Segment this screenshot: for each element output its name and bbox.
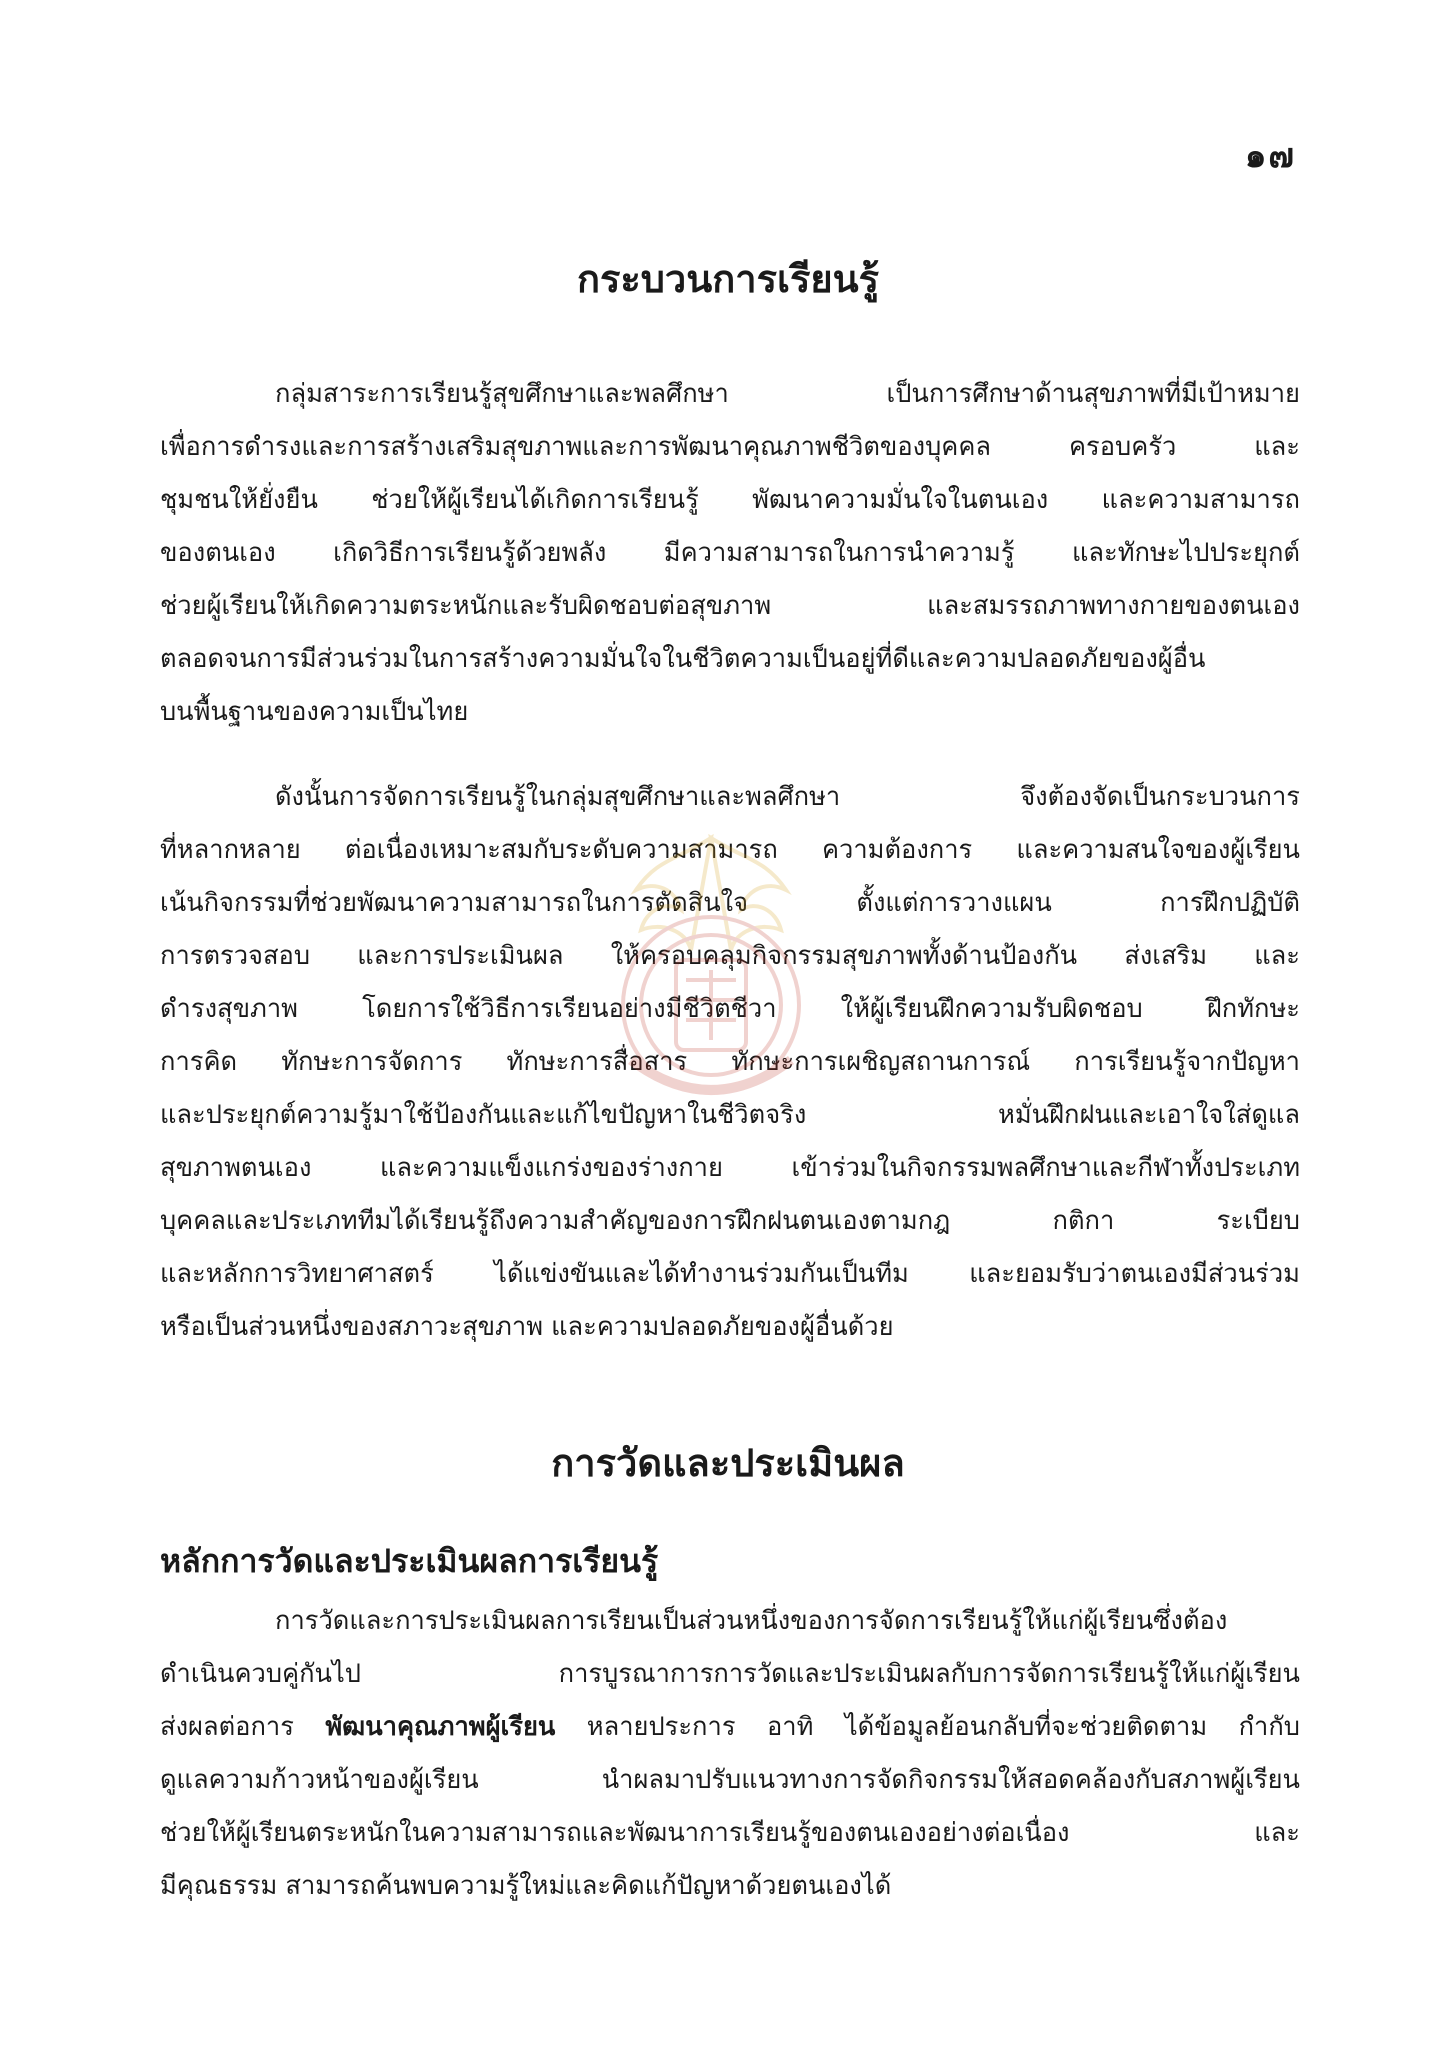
line-text: หลายประการ อาทิ ได้ข้อมูลย้อนกลับที่จะช่วยติดตาม กำกับ (555, 1712, 1300, 1742)
subsection-title-evaluation-principles: หลักการวัดและประเมินผลการเรียนรู้ (160, 1542, 659, 1580)
paragraph-line: ดูแลความก้าวหน้าของผู้เรียน นำผลมาปรับแนวทางการจัดกิจกรรมให้สอดคล้องกับสภาพผู้เรียน (160, 1765, 1300, 1795)
paragraph-line: ดำเนินควบคู่กันไป การบูรณาการการวัดและประเมินผลกับการจัดการเรียนรู้ให้แก่ผู้เรียน (160, 1659, 1300, 1689)
paragraph-evaluation-principles (160, 1595, 1300, 1913)
line-text: ส่งผลต่อการ (160, 1712, 326, 1742)
paragraph-line: กลุ่มสาระการเรียนรู้สุขศึกษาและพลศึกษา เป็นการศึกษาด้านสุขภาพที่มีเป้าหมาย (275, 379, 1300, 409)
paragraph-line: หรือเป็นส่วนหนึ่งของสภาวะสุขภาพ และความปลอดภัยของผู้อื่นด้วย (160, 1312, 894, 1342)
paragraph-line: และหลักการวิทยาศาสตร์ ได้แข่งขันและได้ทำงานร่วมกันเป็นทีม และยอมรับว่าตนเองมีส่วนร่วม (160, 1259, 1300, 1289)
paragraph-line: เน้นกิจกรรมที่ช่วยพัฒนาความสามารถในการตัดสินใจ ตั้งแต่การวางแผน การฝึกปฏิบัติ (160, 888, 1300, 918)
paragraph-line: ของตนเอง เกิดวิธีการเรียนรู้ด้วยพลัง มีความสามารถในการนำความรู้ และทักษะไปประยุกต์ (160, 538, 1300, 568)
paragraph-line: เพื่อการดำรงและการสร้างเสริมสุขภาพและการพัฒนาคุณภาพชีวิตของบุคคล ครอบครัว และ (160, 432, 1300, 462)
paragraph-line: ที่หลากหลาย ต่อเนื่องเหมาะสมกับระดับความสามารถ ความต้องการ และความสนใจของผู้เรียน (160, 835, 1300, 865)
paragraph-line: การวัดและการประเมินผลการเรียนเป็นส่วนหนึ่งของการจัดการเรียนรู้ให้แก่ผู้เรียนซึ่งต้อง (275, 1606, 1228, 1636)
page-number: ๑๗ (1244, 136, 1296, 176)
section-title-measurement-evaluation: การวัดและประเมินผล (551, 1441, 905, 1485)
paragraph-line: มีคุณธรรม สามารถค้นพบความรู้ใหม่และคิดแก้ปัญหาด้วยตนเองได้ (160, 1871, 892, 1901)
paragraph-line: บุคคลและประเภททีมได้เรียนรู้ถึงความสำคัญของการฝึกฝนตนเองตามกฎ กติกา ระเบียบ (160, 1206, 1300, 1236)
paragraph-line: ชุมชนให้ยั่งยืน ช่วยให้ผู้เรียนได้เกิดการเรียนรู้ พัฒนาความมั่นใจในตนเอง และความสามารถ (160, 485, 1300, 515)
paragraph-line: การตรวจสอบ และการประเมินผล ให้ครอบคลุมกิจกรรมสุขภาพทั้งด้านป้องกัน ส่งเสริม และ (160, 941, 1300, 971)
paragraph-line: ดังนั้นการจัดการเรียนรู้ในกลุ่มสุขศึกษาและพลศึกษา จึงต้องจัดเป็นกระบวนการ (275, 782, 1300, 812)
paragraph-line: การคิด ทักษะการจัดการ ทักษะการสื่อสาร ทักษะการเผชิญสถานการณ์ การเรียนรู้จากปัญหา (160, 1047, 1300, 1077)
paragraph-line: บนพื้นฐานของความเป็นไทย (160, 697, 469, 727)
paragraph-line: ตลอดจนการมีส่วนร่วมในการสร้างความมั่นใจในชีวิตความเป็นอยู่ที่ดีและความปลอดภัยของผู้อื่น (160, 644, 1206, 674)
ministry-seal-watermark-icon (596, 830, 826, 1120)
paragraph-line: ช่วยให้ผู้เรียนตระหนักในความสามารถและพัฒนาการเรียนรู้ของตนเองอย่างต่อเนื่อง และ (160, 1818, 1300, 1848)
emphasis-learner-quality: พัฒนาคุณภาพผู้เรียน (325, 1712, 556, 1742)
section-title-learning-process: กระบวนการเรียนรู้ (576, 257, 880, 301)
paragraph-line-with-emphasis (160, 1701, 1300, 1754)
paragraph-line: และประยุกต์ความรู้มาใช้ป้องกันและแก้ไขปัญหาในชีวิตจริง หมั่นฝึกฝนและเอาใจใส่ดูแล (160, 1100, 1300, 1130)
paragraph-line: สุขภาพตนเอง และความแข็งแกร่งของร่างกาย เข้าร่วมในกิจกรรมพลศึกษาและกีฬาทั้งประเภท (160, 1153, 1300, 1183)
paragraph-learning-process-intro (160, 368, 1300, 739)
paragraph-line: ช่วยผู้เรียนให้เกิดความตระหนักและรับผิดชอบต่อสุขภาพ และสมรรถภาพทางกายของตนเอง (160, 591, 1300, 621)
paragraph-line: ดำรงสุขภาพ โดยการใช้วิธีการเรียนอย่างมีชีวิตชีวา ให้ผู้เรียนฝึกความรับผิดชอบ ฝึกทักษะ (160, 994, 1300, 1024)
